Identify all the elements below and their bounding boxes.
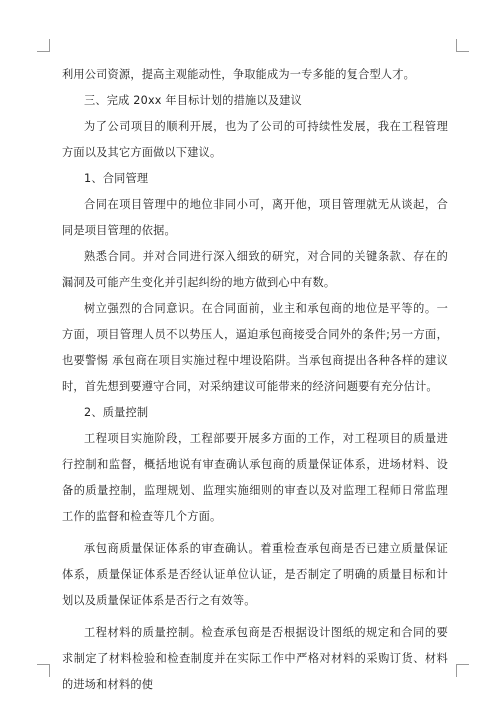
subheading-contract-management: 1、合同管理 [84,172,149,185]
crop-mark-top-right [456,39,469,52]
crop-mark-top-left [37,39,50,52]
document-body [62,62,448,698]
subheading-quality-control: 2、质量控制 [84,406,149,419]
section-heading-measures: 三、完成 20xx 年目标计划的措施以及建议 [84,94,302,107]
paragraph-contract-awareness: 树立强烈的合同意识。在合同面前，业主和承包商的地位是平等的。一方面，项目管理人员不以势压人，逼迫承包商接受合同外的条件;另一方面，也要警惕 承包商在项目实施过程中埋设陷阱。当承包商提出各种各样的建议时，首先想到要遵守合同，对采纳建议可能带来的经济问题要有充分估计。 [62,302,448,393]
paragraph-quality-overview: 工程项目实施阶段，工程部要开展多方面的工作，对工程项目的质量进行控制和监督，概括地说有审查确认承包商的质量保证体系，进场材料、设备的质量控制，监理规划、监理实施细则的审查以及对监理工程师日常监理工作的监督和检查等几个方面。 [62,432,448,523]
paragraph-contract-importance: 合同在项目管理中的地位非同小可，离开他，项目管理就无从谈起，合同是项目管理的依据。 [62,198,448,237]
crop-mark-bottom-right [456,664,469,677]
paragraph-material-quality: 工程材料的质量控制。检查承包商是否根据设计图纸的规定和合同的要求制定了材料检验和检查制度并在实际工作中严格对材料的采购订货、材料的进场和材料的使 [62,626,448,691]
paragraph-quality-system-review: 承包商质量保证体系的审查确认。着重检查承包商是否已建立质量保证体系，质量保证体系是否经认证单位认证，是否制定了明确的质量目标和计划以及质量保证体系是否行之有效等。 [62,542,448,607]
paragraph-continuation: 利用公司资源，提高主观能动性，争取能成为一专多能的复合型人才。 [62,68,416,81]
crop-mark-bottom-left [37,664,50,677]
paragraph-know-contract: 熟悉合同。并对合同进行深入细致的研究，对合同的关键条款、存在的漏洞及可能产生变化并引起纠纷的地方做到心中有数。 [62,250,448,289]
paragraph-suggestions-intro: 为了公司项目的顺利开展，也为了公司的可持续性发展，我在工程管理方面以及其它方面做以下建议。 [62,120,448,159]
